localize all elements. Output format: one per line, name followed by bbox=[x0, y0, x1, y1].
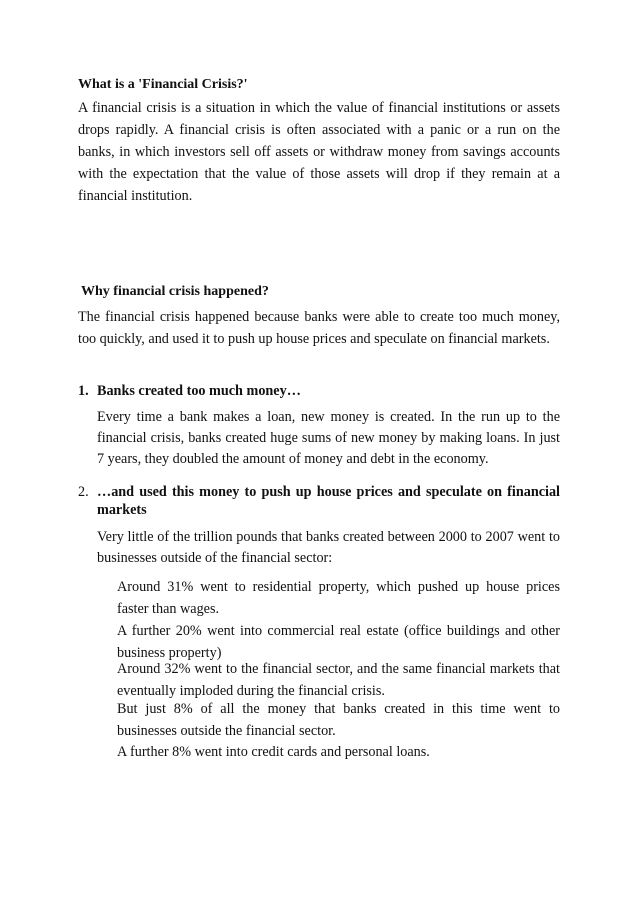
list-point-4: But just 8% of all the money that banks created in this time went to businesses outside the financial sector. bbox=[117, 701, 560, 739]
section-heading-why-crisis-happened: Why financial crisis happened? bbox=[81, 284, 269, 299]
list-body-2: Very little of the trillion pounds that banks created between 2000 to 2007 went to businesses outside of the financial sector: bbox=[97, 529, 560, 566]
list-number-2: 2. bbox=[78, 484, 89, 500]
paragraph-why-intro: The financial crisis happened because banks were able to create too much money, too quickly, and used it to push up house prices and speculate on financial markets. bbox=[78, 309, 560, 347]
list-point-2: A further 20% went into commercial real estate (office buildings and other business property) bbox=[117, 623, 560, 661]
list-point-5: A further 8% went into credit cards and personal loans. bbox=[117, 744, 430, 760]
list-point-1: Around 31% went to residential property, which pushed up house prices faster than wages. bbox=[117, 579, 560, 617]
list-title-2: …and used this money to push up house prices and speculate on financial markets bbox=[97, 484, 560, 518]
list-body-1: Every time a bank makes a loan, new money is created. In the run up to the financial crisis, banks created huge sums of new money by making loans. In just 7 years, they doubled the amount of money and debt in the economy. bbox=[97, 409, 560, 467]
section-heading-what-is-financial-crisis: What is a 'Financial Crisis?' bbox=[78, 77, 248, 92]
list-point-3: Around 32% went to the financial sector, and the same financial markets that eventually imploded during the financial crisis. bbox=[117, 661, 560, 699]
list-title-1: Banks created too much money… bbox=[97, 383, 301, 399]
list-number-1: 1. bbox=[78, 383, 89, 399]
paragraph-definition: A financial crisis is a situation in which the value of financial institutions or assets drops rapidly. A financial crisis is often associated with a panic or a run on the banks, in which investors sell off assets or withdraw money from savings accounts with the expectation that the value of those assets will drop if they remain at a financial institution. bbox=[78, 100, 560, 204]
